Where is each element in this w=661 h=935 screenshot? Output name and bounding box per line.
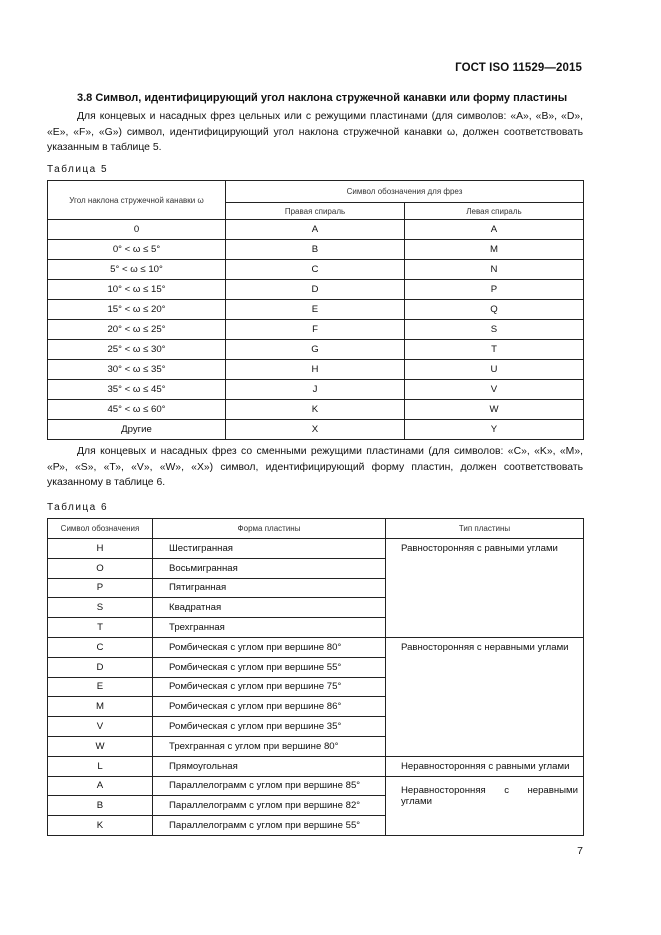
t6-symbol-cell: A <box>48 776 153 796</box>
table-row <box>48 400 584 420</box>
t5-angle-cell: 20° < ω ≤ 25° <box>48 320 226 340</box>
t5-header-angle: Угол наклона стружечной канавки ω <box>48 181 226 220</box>
t6-shape-cell: Квадратная <box>153 598 386 618</box>
t5-angle-cell: 25° < ω ≤ 30° <box>48 340 226 360</box>
paragraph-2-text: Для концевых и насадных фрез со сменными режущими пластинами (для символов: «С», «K», «М», «Р», «S», «Т», «V», «W», «X») символ, идентифицирующий форму пластин, должен соответствовать указанному в таблице 6. <box>47 446 583 489</box>
t6-shape-cell: Восьмигранная <box>153 558 386 578</box>
t6-shape-cell: Ромбическая с углом при вершине 86° <box>153 697 386 717</box>
table-row <box>48 260 584 280</box>
t5-left-cell: U <box>405 360 584 380</box>
t6-shape-cell: Ромбическая с углом при вершине 75° <box>153 677 386 697</box>
t5-right-cell: E <box>226 300 405 320</box>
t5-left-cell: P <box>405 280 584 300</box>
table-row <box>48 380 584 400</box>
table-row <box>48 360 584 380</box>
table-row <box>48 420 584 440</box>
t6-symbol-cell: C <box>48 637 153 657</box>
t5-header-left: Левая спираль <box>405 203 584 220</box>
t6-type-cell: Неравносторонняя с неравными углами <box>386 776 584 835</box>
t6-symbol-cell: E <box>48 677 153 697</box>
t5-right-cell: D <box>226 280 405 300</box>
t5-body <box>48 220 584 440</box>
t6-symbol-cell: S <box>48 598 153 618</box>
t6-shape-cell: Прямоугольная <box>153 756 386 776</box>
t6-shape-cell: Параллелограмм с углом при вершине 82° <box>153 796 386 816</box>
t6-shape-cell: Ромбическая с углом при вершине 80° <box>153 637 386 657</box>
t5-angle-cell: 0° < ω ≤ 5° <box>48 240 226 260</box>
paragraph-2 <box>47 444 583 491</box>
t5-right-cell: B <box>226 240 405 260</box>
t6-symbol-cell: W <box>48 736 153 756</box>
t5-angle-cell: 15° < ω ≤ 20° <box>48 300 226 320</box>
t5-angle-cell: 35° < ω ≤ 45° <box>48 380 226 400</box>
t6-symbol-cell: L <box>48 756 153 776</box>
t6-symbol-cell: T <box>48 618 153 638</box>
t6-symbol-cell: H <box>48 539 153 559</box>
table-row <box>48 320 584 340</box>
t5-angle-cell: 0 <box>48 220 226 240</box>
table-row <box>48 240 584 260</box>
t6-type-cell: Неравносторонняя с равными углами <box>386 756 584 776</box>
t6-symbol-cell: D <box>48 657 153 677</box>
t6-shape-cell: Параллелограмм с углом при вершине 85° <box>153 776 386 796</box>
t6-shape-cell: Пятигранная <box>153 578 386 598</box>
t6-symbol-cell: B <box>48 796 153 816</box>
table5-caption: Таблица 5 <box>47 164 109 175</box>
t5-right-cell: X <box>226 420 405 440</box>
t5-left-cell: Y <box>405 420 584 440</box>
t6-symbol-cell: V <box>48 717 153 737</box>
table-row <box>48 539 584 559</box>
t5-angle-cell: 5° < ω ≤ 10° <box>48 260 226 280</box>
t5-right-cell: C <box>226 260 405 280</box>
table-5 <box>47 180 584 440</box>
t5-left-cell: A <box>405 220 584 240</box>
t5-angle-cell: 45° < ω ≤ 60° <box>48 400 226 420</box>
t6-symbol-cell: K <box>48 816 153 836</box>
table-row <box>48 756 584 776</box>
t6-header-type: Тип пластины <box>386 519 584 539</box>
t6-shape-cell: Шестигранная <box>153 539 386 559</box>
t5-left-cell: T <box>405 340 584 360</box>
table-6 <box>47 518 584 836</box>
t5-right-cell: G <box>226 340 405 360</box>
t6-shape-cell: Параллелограмм с углом при вершине 55° <box>153 816 386 836</box>
t5-angle-cell: Другие <box>48 420 226 440</box>
t5-angle-cell: 10° < ω ≤ 15° <box>48 280 226 300</box>
table-row <box>48 220 584 240</box>
t5-header-right: Правая спираль <box>226 203 405 220</box>
table-row <box>48 776 584 796</box>
t5-angle-cell: 30° < ω ≤ 35° <box>48 360 226 380</box>
table-row <box>48 280 584 300</box>
t6-body <box>48 539 584 836</box>
table-row <box>48 637 584 657</box>
section-title: 3.8 Символ, идентифицирующий угол наклона стружечной канавки или форму пластины <box>77 92 568 104</box>
t5-left-cell: Q <box>405 300 584 320</box>
standard-code: ГОСТ ISO 11529—2015 <box>455 62 582 74</box>
t6-shape-cell: Ромбическая с углом при вершине 35° <box>153 717 386 737</box>
t5-header-symbol: Символ обозначения для фрез <box>226 181 584 203</box>
table-row <box>48 340 584 360</box>
t6-shape-cell: Ромбическая с углом при вершине 55° <box>153 657 386 677</box>
t5-right-cell: F <box>226 320 405 340</box>
t5-right-cell: J <box>226 380 405 400</box>
t5-right-cell: H <box>226 360 405 380</box>
paragraph-1 <box>47 109 583 156</box>
t6-symbol-cell: M <box>48 697 153 717</box>
paragraph-1-text: Для концевых и насадных фрез цельных или с режущими пластинами (для символов: «А», «В», «D», «Е», «F», «G») символ, идентифицирующий угол наклона стружечной канавки ω, должен соответствовать указанным в таблице 5. <box>47 111 583 154</box>
t5-left-cell: S <box>405 320 584 340</box>
t5-left-cell: W <box>405 400 584 420</box>
t6-header-symbol: Символ обозначения <box>48 519 153 539</box>
t6-shape-cell: Трехгранная с углом при вершине 80° <box>153 736 386 756</box>
t6-header-shape: Форма пластины <box>153 519 386 539</box>
t5-right-cell: A <box>226 220 405 240</box>
t5-left-cell: N <box>405 260 584 280</box>
t5-left-cell: M <box>405 240 584 260</box>
t6-type-cell: Равносторонняя с равными углами <box>386 539 584 638</box>
t6-type-cell: Равносторонняя с неравными углами <box>386 637 584 756</box>
table-row <box>48 300 584 320</box>
t6-symbol-cell: P <box>48 578 153 598</box>
t5-right-cell: K <box>226 400 405 420</box>
t6-shape-cell: Трехгранная <box>153 618 386 638</box>
t6-symbol-cell: O <box>48 558 153 578</box>
page-number: 7 <box>577 845 583 857</box>
t5-left-cell: V <box>405 380 584 400</box>
table6-caption: Таблица 6 <box>47 502 109 513</box>
